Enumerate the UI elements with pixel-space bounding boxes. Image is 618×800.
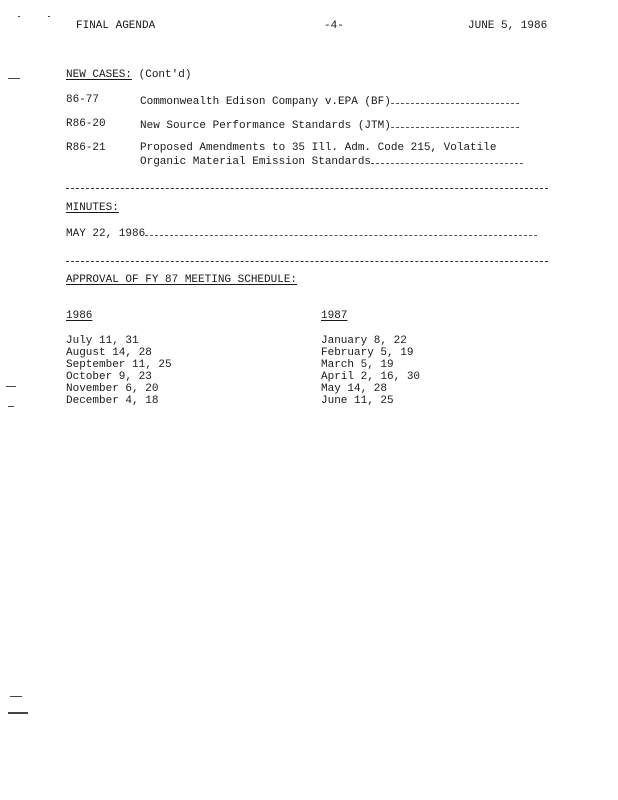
list-item: October 9, 23 bbox=[66, 371, 152, 383]
section-divider bbox=[66, 188, 548, 189]
schedule-year-1987 bbox=[321, 310, 347, 322]
list-item: September 11, 25 bbox=[66, 359, 172, 371]
minutes-heading: MINUTES: bbox=[66, 202, 119, 214]
case-title-text: New Source Performance Standards (JTM) bbox=[140, 120, 391, 132]
case-number: 86-77 bbox=[66, 94, 100, 106]
list-item: March 5, 19 bbox=[321, 359, 394, 371]
new-cases-suffix: (Cont'd) bbox=[138, 69, 192, 81]
signature-line bbox=[391, 94, 519, 104]
list-item: February 5, 19 bbox=[321, 347, 414, 359]
signature-line bbox=[145, 226, 537, 236]
list-item: December 4, 18 bbox=[66, 395, 159, 407]
list-item: August 14, 28 bbox=[66, 347, 152, 359]
case-title-continued bbox=[140, 154, 523, 168]
year-label: 1987 bbox=[321, 310, 348, 322]
new-cases-heading: NEW CASES: bbox=[66, 69, 133, 81]
section-divider bbox=[66, 261, 548, 262]
header-date: JUNE 5, 1986 bbox=[468, 20, 548, 32]
scan-speck bbox=[10, 696, 22, 697]
case-number: R86-21 bbox=[66, 142, 106, 154]
new-cases-heading-line bbox=[66, 69, 191, 81]
list-item: April 2, 16, 30 bbox=[321, 371, 421, 383]
page-number: -4- bbox=[324, 20, 344, 32]
scan-speck bbox=[8, 712, 28, 714]
case-title-text: Commonwealth Edison Company v.EPA (BF) bbox=[140, 96, 391, 108]
minutes-heading-line bbox=[66, 202, 119, 214]
minutes-entry bbox=[66, 226, 537, 240]
scan-speck bbox=[6, 386, 16, 387]
scan-speck bbox=[48, 16, 50, 17]
header-title: FINAL AGENDA bbox=[76, 20, 156, 32]
scan-speck bbox=[8, 406, 14, 407]
case-title bbox=[140, 118, 519, 132]
schedule-list-1987 bbox=[321, 335, 420, 407]
case-title bbox=[140, 94, 519, 108]
list-item: July 11, 31 bbox=[66, 335, 139, 347]
list-item: June 11, 25 bbox=[321, 395, 394, 407]
minutes-date: MAY 22, 1986 bbox=[66, 228, 146, 240]
list-item: May 14, 28 bbox=[321, 383, 388, 395]
case-title: Proposed Amendments to 35 Ill. Adm. Code 215, Volatile bbox=[140, 142, 497, 154]
scan-speck bbox=[8, 78, 20, 79]
signature-line bbox=[391, 118, 519, 128]
scan-speck bbox=[18, 16, 20, 17]
year-label: 1986 bbox=[66, 310, 93, 322]
list-item: November 6, 20 bbox=[66, 383, 159, 395]
schedule-list-1986 bbox=[66, 335, 172, 407]
case-title-text: Organic Material Emission Standards bbox=[140, 156, 372, 168]
schedule-heading-line bbox=[66, 274, 297, 286]
signature-line bbox=[371, 154, 523, 164]
schedule-year-1986 bbox=[66, 310, 92, 322]
schedule-heading: APPROVAL OF FY 87 MEETING SCHEDULE: bbox=[66, 274, 298, 286]
case-number: R86-20 bbox=[66, 118, 106, 130]
list-item: January 8, 22 bbox=[321, 335, 407, 347]
